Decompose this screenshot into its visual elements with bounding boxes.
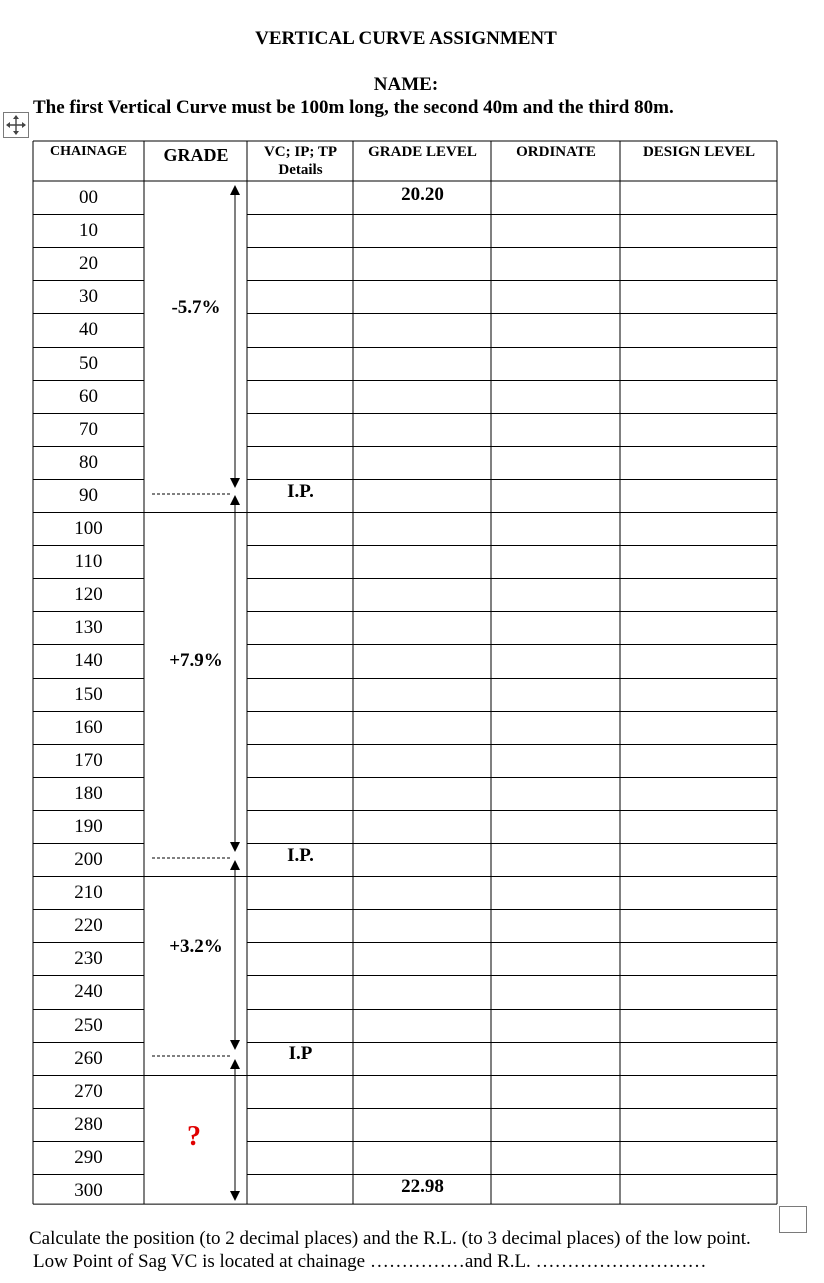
chainage-cell: 60 [79,386,98,407]
arrow-head-up [230,185,240,195]
ip-label-2: I.P. [287,845,314,866]
chainage-cell: 130 [74,617,103,638]
chainage-cell: 40 [79,319,98,340]
header-vc-details-line2: Details [278,162,323,178]
instruction-text: The first Vertical Curve must be 100m long, the second 40m and the third 80m. [33,97,674,118]
footer-answer-line: Low Point of Sag VC is located at chainage ……………and R.L. ……………………… [33,1251,707,1272]
table-resize-handle[interactable] [779,1206,807,1233]
chainage-cell: 70 [79,419,98,440]
chainage-cell: 100 [74,518,103,539]
chainage-cell: 170 [74,750,103,771]
move-icon [5,114,27,136]
header-grade: GRADE [163,145,229,165]
arrow-head-down [230,478,240,488]
arrow-head-up [230,1059,240,1069]
grade-level-end: 22.98 [401,1176,444,1197]
grade-label-unknown: ? [187,1121,201,1152]
chainage-cell: 230 [74,948,103,969]
chainage-cell: 30 [79,286,98,307]
chainage-cell: 300 [74,1180,103,1201]
header-chainage: CHAINAGE [49,144,127,159]
chainage-cell: 220 [74,915,103,936]
ip-label-1: I.P. [287,481,314,502]
chainage-cell: 160 [74,717,103,738]
chainage-cell: 110 [74,551,103,572]
name-label: NAME: [373,74,439,95]
grade-label-3: +3.2% [169,936,223,957]
header-grade-level: GRADE LEVEL [368,144,477,160]
grade-label-2: +7.9% [169,650,223,671]
ip-label-3: I.P [288,1043,313,1064]
chainage-cell: 240 [74,981,103,1002]
header-vc-details-line1: VC; IP; TP [263,144,338,160]
header-ordinate: ORDINATE [516,144,596,160]
grade-label-1: -5.7% [171,297,221,318]
chainage-cell: 10 [79,220,98,241]
chainage-cell: 260 [74,1048,103,1069]
chainage-cell: 140 [74,650,103,671]
chainage-cell: 90 [79,485,98,506]
chainage-cell: 150 [74,684,103,705]
header-design-level: DESIGN LEVEL [642,144,756,160]
chainage-cell: 180 [74,783,103,804]
chainage-cell: 290 [74,1147,103,1168]
chainage-cell: 200 [74,849,103,870]
chainage-cell: 50 [79,353,98,374]
chainage-cell: 80 [79,452,98,473]
arrow-head-down [230,842,240,852]
chainage-cell: 20 [79,253,98,274]
chainage-cell: 270 [74,1081,103,1102]
chainage-cell: 250 [74,1015,103,1036]
header-vc-details [248,143,353,179]
arrow-head-down [230,1040,240,1050]
table-move-handle[interactable] [3,112,29,138]
assignment-title: VERTICAL CURVE ASSIGNMENT [255,28,557,49]
grade-level-start: 20.20 [401,184,444,205]
arrow-head-up [230,495,240,505]
chainage-cell: 280 [74,1114,103,1135]
chainage-cell: 00 [79,187,98,208]
chainage-cell: 190 [74,816,103,837]
chainage-cell: 120 [74,584,103,605]
chainage-cell: 210 [74,882,103,903]
footer-question: Calculate the position (to 2 decimal places) and the R.L. (to 3 decimal places) of the low point. [29,1228,751,1249]
arrow-head-up [230,860,240,870]
arrow-head-down [230,1191,240,1201]
